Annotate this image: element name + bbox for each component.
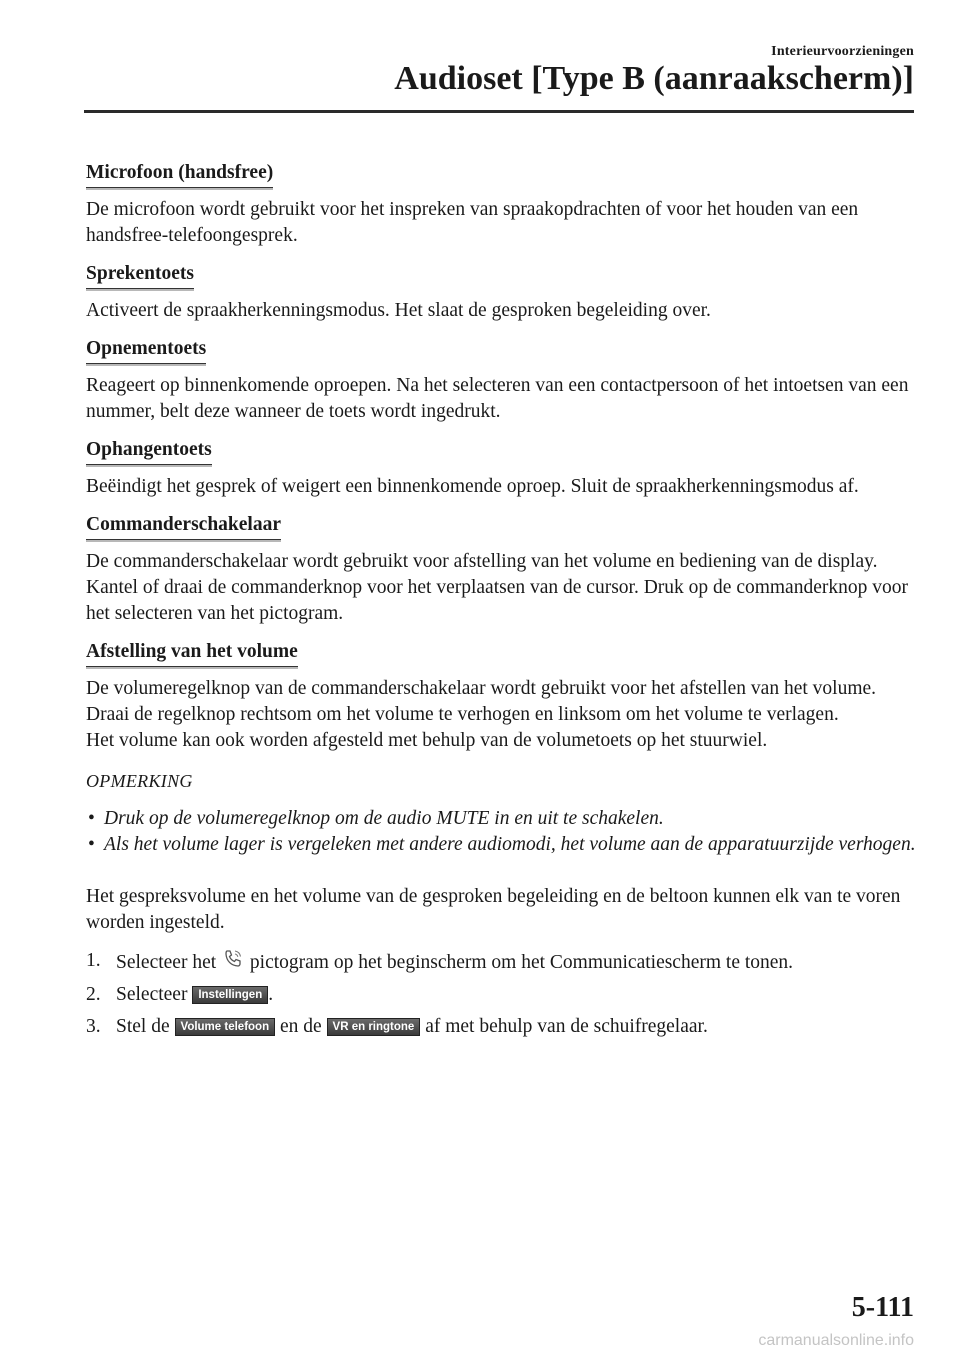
heading-opnementoets: Opnementoets (86, 336, 206, 364)
heading-commanderschakelaar: Commanderschakelaar (86, 512, 281, 540)
step-1 (86, 948, 916, 976)
note-item (86, 806, 916, 832)
step-2 (86, 982, 916, 1008)
step-text-after: . (268, 984, 274, 1005)
step-text-after: pictogram op het beginscherm om het Communicatiescherm te tonen. (249, 952, 794, 973)
paragraph-volume: De volumeregelknop van de commanderschakelaar wordt gebruikt voor het afstellen van het volume. Draai de regelknop rechtsom om het volume te verhogen en linksom om het volume te verlagen. (86, 678, 877, 725)
note-text: Als het volume lager is vergeleken met andere audiomodi, het volume aan de apparatuurzijde verhogen. (104, 834, 916, 855)
note-item (86, 832, 916, 858)
watermark: carmanualsonline.info (758, 1332, 914, 1349)
step-text-before: Stel de (116, 1016, 170, 1037)
heading-volume: Afstelling van het volume (86, 639, 298, 667)
note-title: OPMERKING (86, 771, 193, 791)
paragraph-microfoon: De microfoon wordt gebruikt voor het inspreken van spraakopdrachten of voor het houden van een handsfree-telefoongesprek. (86, 199, 859, 246)
paragraph-call-volume: Het gespreksvolume en het volume van de gesproken begeleiding en de beltoon kunnen elk van te voren worden ingesteld. (86, 886, 901, 933)
step-number: 3. (86, 1016, 101, 1037)
step-text-before: Selecteer (116, 984, 188, 1005)
vr-en-ringtone-button[interactable]: VR en ringtone (327, 1018, 421, 1036)
header-section-label: Interieurvoorzieningen (771, 44, 914, 59)
paragraph-sprekentoets: Activeert de spraakherkenningsmodus. Het slaat de gesproken begeleiding over. (86, 300, 711, 321)
step-number: 1. (86, 950, 101, 971)
volume-telefoon-button[interactable]: Volume telefoon (175, 1018, 276, 1036)
instellingen-button[interactable]: Instellingen (192, 986, 268, 1004)
heading-sprekentoets: Sprekentoets (86, 261, 194, 289)
step-text-after: af met behulp van de schuifregelaar. (425, 1016, 708, 1037)
paragraph-volume-steering: Het volume kan ook worden afgesteld met behulp van de volumetoets op het stuurwiel. (86, 730, 768, 751)
paragraph-commanderschakelaar: De commanderschakelaar wordt gebruikt voor afstelling van het volume en bediening van de display. Kantel of draai de commanderknop voor het verplaatsen van de cursor. Druk op de commanderknop voor het selecteren van het pictogram. (86, 551, 908, 624)
step-3 (86, 1014, 916, 1040)
bullet-dot: • (88, 808, 95, 829)
heading-ophangentoets: Ophangentoets (86, 437, 212, 465)
phone-communication-icon (221, 948, 245, 970)
step-text-before: Selecteer het (116, 952, 217, 973)
paragraph-opnementoets: Reageert op binnenkomende oproepen. Na het selecteren van een contactpersoon of het intoetsen van een nummer, belt deze wanneer de toets wordt ingedrukt. (86, 375, 909, 422)
note-text: Druk op de volumeregelknop om de audio MUTE in en uit te schakelen. (104, 808, 664, 829)
paragraph-ophangentoets: Beëindigt het gesprek of weigert een binnenkomende oproep. Sluit de spraakherkenningsmodus af. (86, 476, 859, 497)
heading-microfoon: Microfoon (handsfree) (86, 160, 273, 188)
page-content (86, 160, 916, 1046)
page-number: 5-111 (851, 1292, 914, 1323)
bullet-dot: • (88, 834, 95, 855)
step-text-middle: en de (279, 1016, 322, 1037)
page-title: Audioset [Type B (aanraakscherm)] (394, 60, 914, 97)
step-number: 2. (86, 984, 101, 1005)
header-rule (84, 110, 914, 113)
spacer (86, 858, 916, 884)
